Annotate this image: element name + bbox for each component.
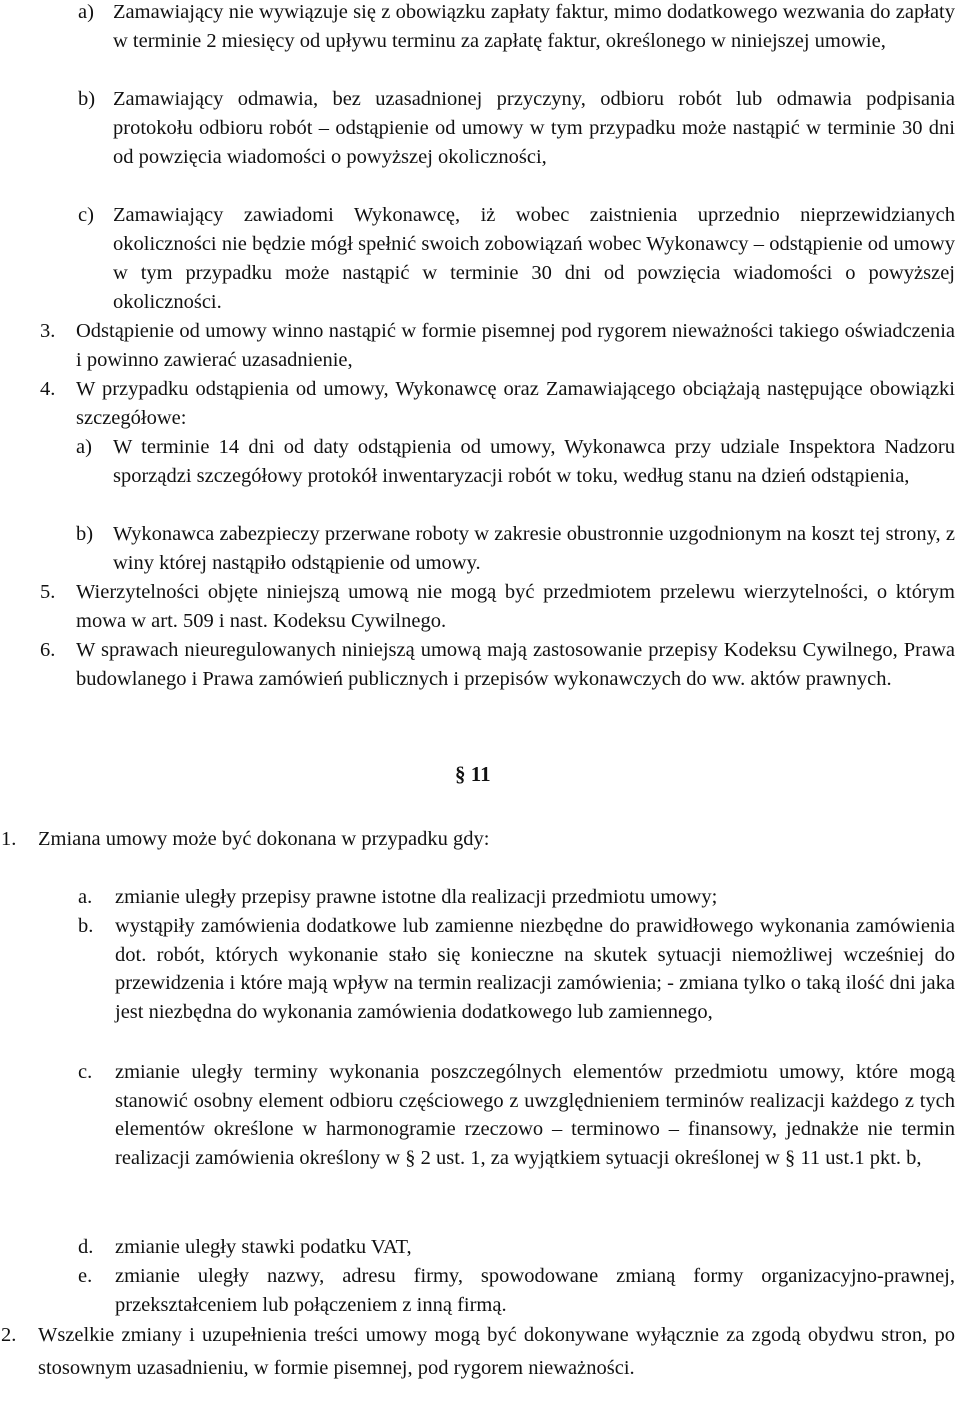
paragraph: W sprawach nieuregulowanych niniejszą umową mają zastosowanie przepisy Kodeksu Cywilnego, Prawa budowlanego i Prawa zamówień publicznych i przepisów wykonawczych do ww. aktów prawnych. bbox=[76, 639, 955, 690]
list-item-text: W terminie 14 dni od daty odstąpienia od umowy, Wykonawca przy udziale Inspektora Nadzoru sporządzi szczegółowy protokół inwentaryzacji robót w toku, według stanu na dzień odstąpienia, bbox=[113, 436, 955, 487]
list-label: a. bbox=[78, 886, 93, 908]
list-item-text: Zamawiający nie wywiązuje się z obowiązku zapłaty faktur, mimo dodatkowego wezwania do zapłaty w terminie 2 miesięcy od upływu terminu za zapłatę faktur, określonego w niniejszej umowie, bbox=[113, 1, 955, 52]
list-item-text: zmianie uległy terminy wykonania poszczególnych elementów przedmiotu umowy, które mogą stanowić osobny element odbioru częściowego z uwzględnieniem terminów realizacji każdego z tych elementów określone w harmonogramie rzeczowo – terminowo – finansowy, jednakże nie termin realizacji zamówienia określony w § 2 ust. 1, za wyjątkiem sytuacji określonej w § 11 ust.1 pkt. b, bbox=[115, 1061, 955, 1169]
list-item-text: zmianie uległy stawki podatku VAT, bbox=[115, 1236, 412, 1258]
point-number: 6. bbox=[40, 639, 56, 661]
paragraph: Odstąpienie od umowy winno nastąpić w formie pisemnej pod rygorem nieważności takiego oświadczenia i powinno zawierać uzasadnienie, bbox=[76, 320, 955, 371]
list-label: c) bbox=[78, 204, 94, 226]
point-number: 3. bbox=[40, 320, 56, 342]
list-item-text: Zamawiający zawiadomi Wykonawcę, iż wobec zaistnienia uprzednio nieprzewidzianych okoliczności nie będzie mógł spełnić swoich zobowiązań wobec Wykonawcy – odstąpienie od umowy w tym przypadku może nastąpić w terminie 30 dni od powzięcia wiadomości o powyższej okoliczności. bbox=[113, 204, 955, 313]
paragraph: W przypadku odstąpienia od umowy, Wykonawcę oraz Zamawiającego obciążają następujące obowiązki szczegółowe: bbox=[76, 378, 955, 429]
list-label: d. bbox=[78, 1236, 94, 1258]
list-label: a) bbox=[76, 436, 92, 458]
paragraph: Zmiana umowy może być dokonana w przypadku gdy: bbox=[38, 828, 490, 850]
list-label: a) bbox=[78, 1, 94, 23]
list-label: b) bbox=[78, 88, 96, 110]
list-item-text: zmianie uległy przepisy prawne istotne dla realizacji przedmiotu umowy; bbox=[115, 886, 718, 908]
list-label: b) bbox=[76, 523, 94, 545]
list-item-text: Wykonawca zabezpieczy przerwane roboty w zakresie obustronnie uzgodnionym na koszt tej strony, z winy której nastąpiło odstąpienie od umowy. bbox=[113, 523, 955, 574]
paragraph: Wierzytelności objęte niniejszą umową nie mogą być przedmiotem przelewu wierzytelności, o którym mowa w art. 509 i nast. Kodeksu Cywilnego. bbox=[76, 581, 955, 632]
point-number: 1. bbox=[1, 828, 17, 850]
list-item-text: zmianie uległy nazwy, adresu firmy, spowodowane zmianą formy organizacyjno-prawnej, przekształceniem lub połączeniem z inną firmą. bbox=[115, 1265, 955, 1316]
section-heading: § 11 bbox=[455, 762, 491, 786]
list-label: b. bbox=[78, 915, 94, 937]
point-number: 4. bbox=[40, 378, 56, 400]
list-item-text: wystąpiły zamówienia dodatkowe lub zamienne niezbędne do prawidłowego wykonania zamówienia dot. robót, których wykonanie stało się konieczne na skutek sytuacji niemożliwej wcześniej do przewidzenia i które mają wpływ na termin realizacji zamówienia; - zmiana tylko o taką ilość dni jaka jest niezbędna do wykonania zamówienia dodatkowego lub zamiennego, bbox=[115, 915, 955, 1023]
paragraph: Wszelkie zmiany i uzupełnienia treści umowy mogą być dokonywane wyłącznie za zgodą obydwu stron, po stosownym uzasadnieniu, w formie pisemnej, pod rygorem nieważności. bbox=[38, 1324, 955, 1380]
point-number: 5. bbox=[40, 581, 56, 603]
list-label: c. bbox=[78, 1061, 93, 1083]
list-item-text: Zamawiający odmawia, bez uzasadnionej przyczyny, odbioru robót lub odmawia podpisania protokołu odbioru robót – odstąpienie od umowy w tym przypadku może nastąpić w terminie 30 dni od powzięcia wiadomości o powyższej okoliczności, bbox=[113, 88, 955, 168]
list-label: e. bbox=[78, 1265, 93, 1287]
point-number: 2. bbox=[1, 1324, 17, 1346]
